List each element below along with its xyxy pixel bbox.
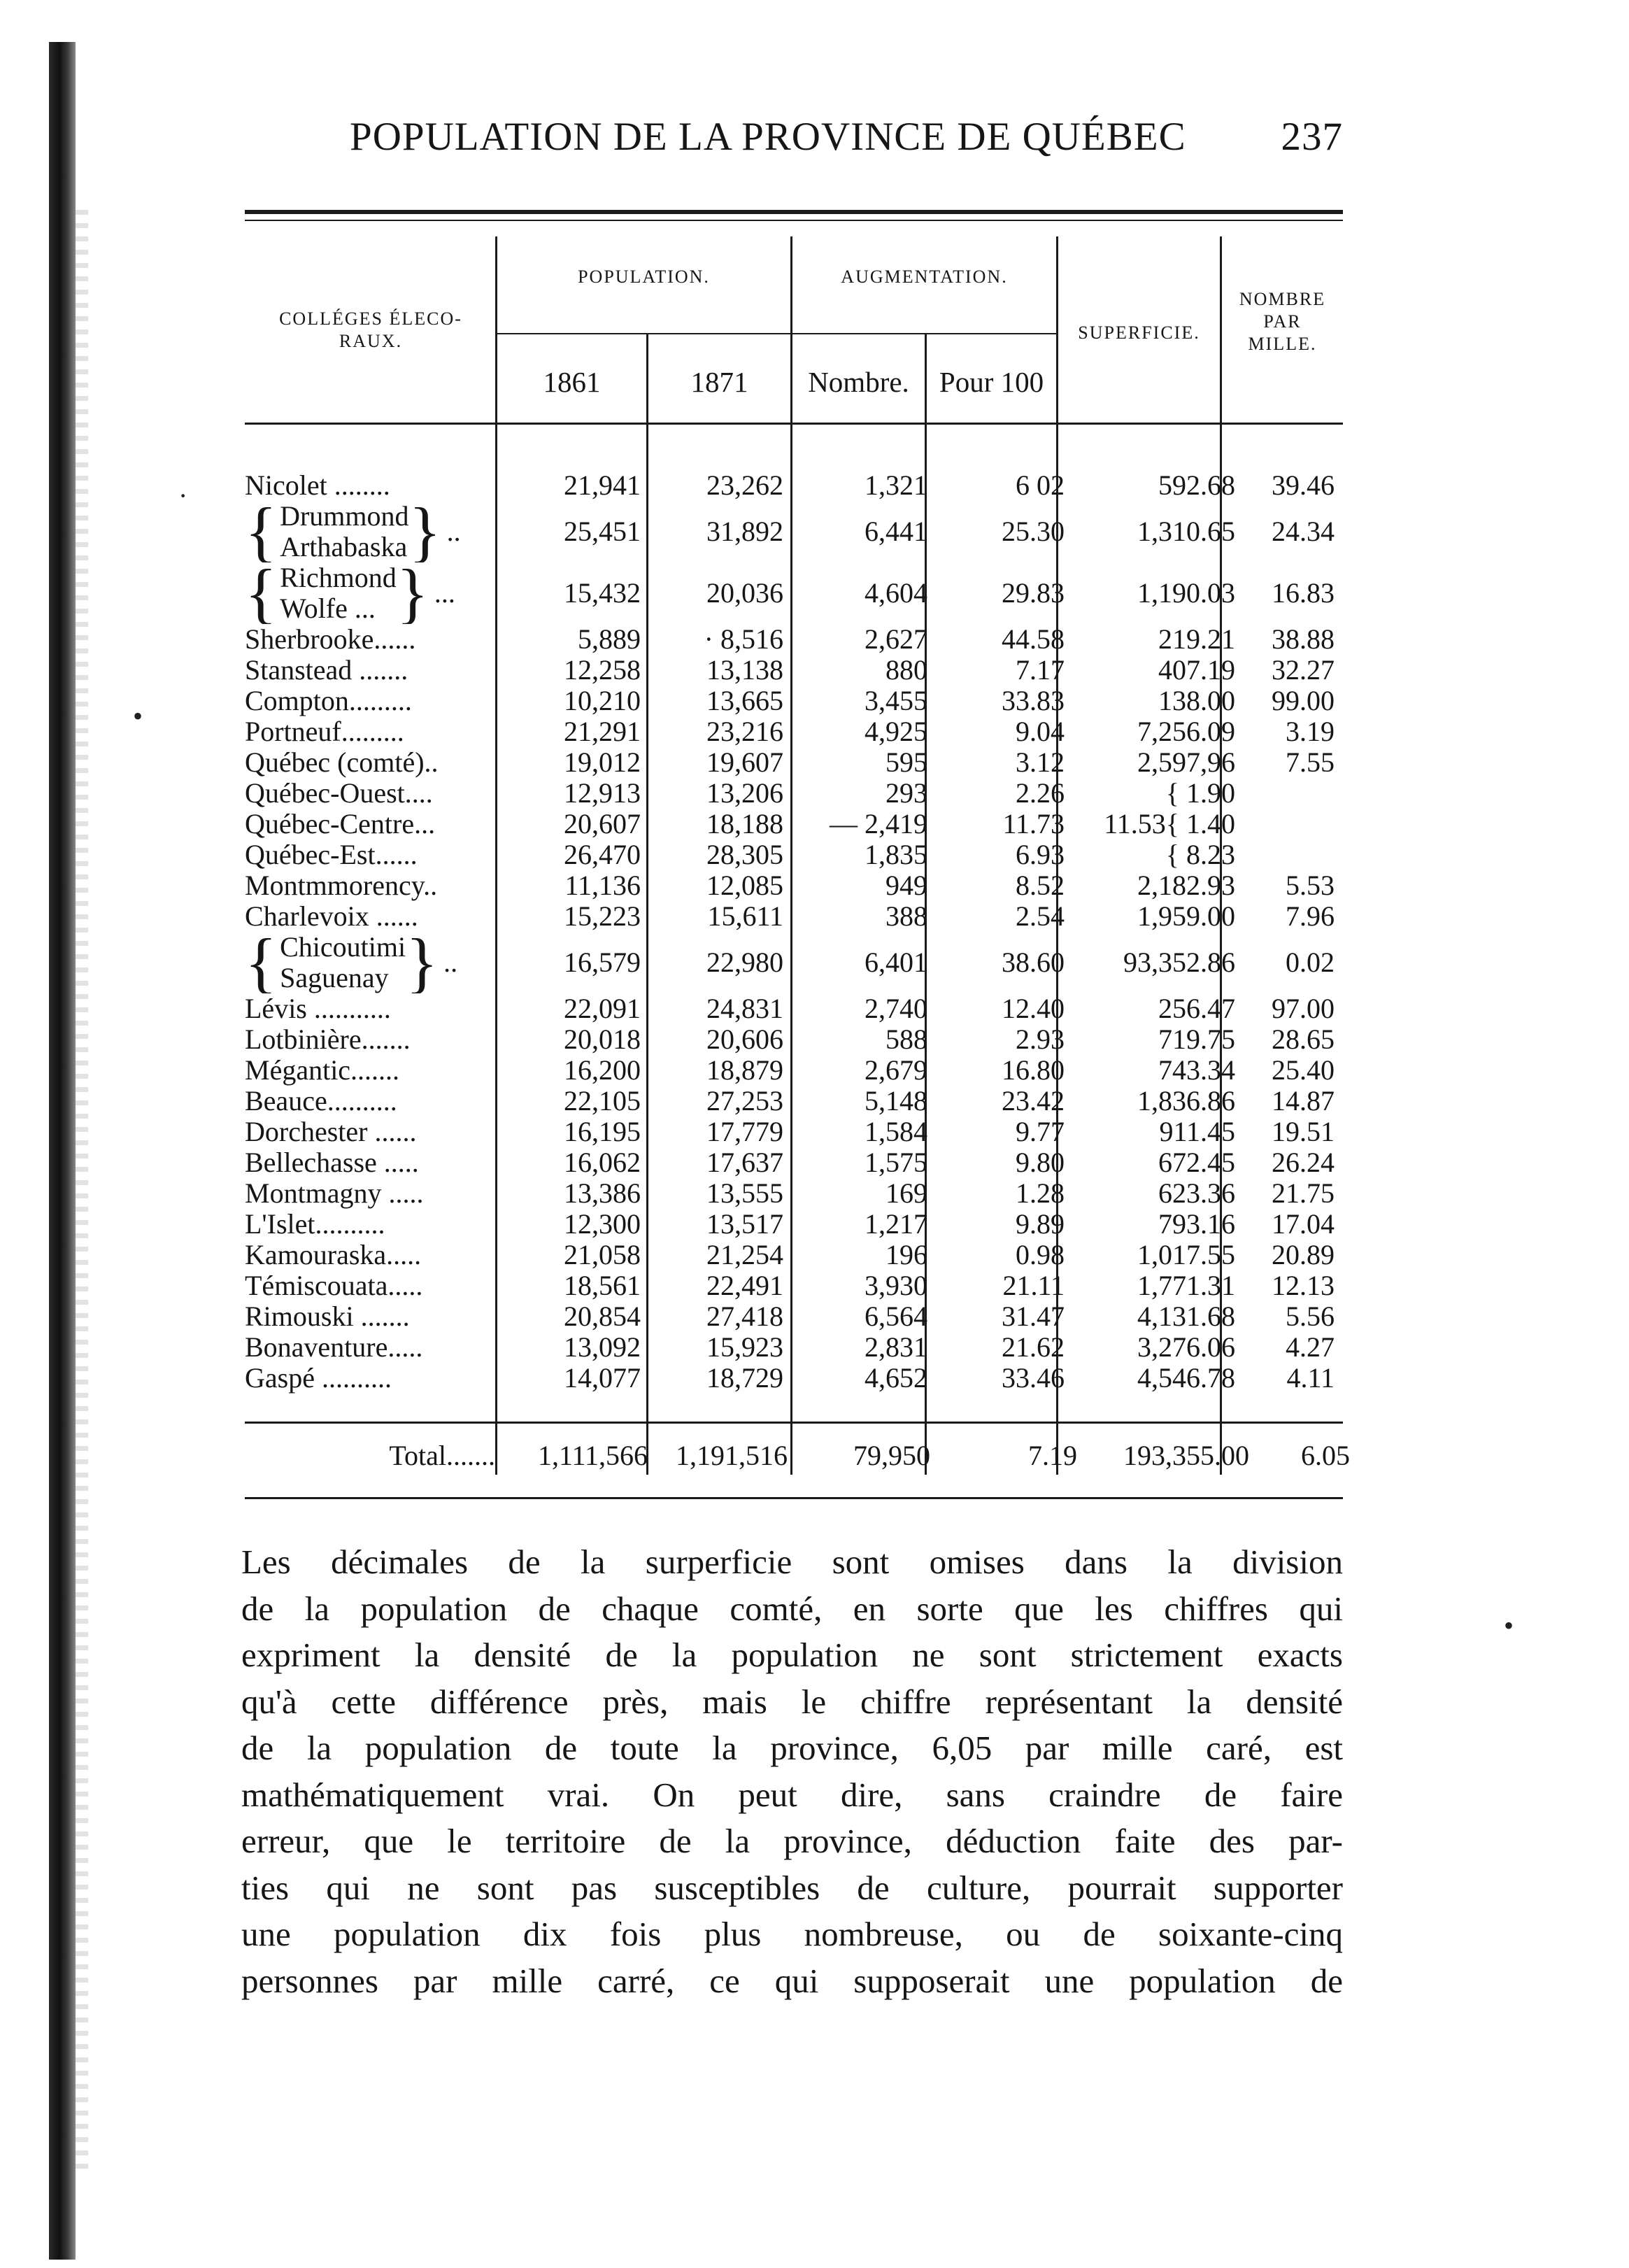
- total-1871: 1,191,516: [676, 1439, 788, 1471]
- pop-1871-cell: 18,879: [706, 1054, 783, 1086]
- pop-1861-cell: 5,889: [578, 623, 641, 655]
- pop-1861-cell: 11,136: [564, 870, 641, 901]
- aug-pour100-cell: 21.11: [1002, 1270, 1065, 1301]
- pop-1871-cell: 31,892: [706, 516, 783, 547]
- superficie-cell: 407.19: [1158, 654, 1235, 686]
- table-row: [245, 839, 1339, 870]
- par-mille-cell: [1239, 809, 1339, 839]
- aug-pour100-cell: 0.98: [1016, 1239, 1065, 1270]
- pop-1871-cell: 27,253: [706, 1085, 783, 1117]
- pop-1861-cell: 21,941: [564, 469, 641, 501]
- par-mille-cell: 28.65: [1272, 1023, 1335, 1055]
- county-pair-name: Wolfe ...: [280, 593, 376, 624]
- pop-1871-cell: 12,085: [706, 870, 783, 901]
- header-year-1871: 1871: [690, 366, 748, 398]
- superficie-cell: 623.36: [1158, 1177, 1235, 1209]
- book-spine-shadow: [49, 42, 76, 2260]
- county-name: Compton.........: [245, 686, 412, 716]
- par-mille-cell: 38.88: [1272, 623, 1335, 655]
- table-row: [245, 1301, 1339, 1332]
- brace-glyph: {: [245, 932, 278, 993]
- leader-dots: ...: [434, 577, 455, 609]
- table-row: [245, 1117, 1339, 1147]
- pop-1861-cell: 13,386: [564, 1177, 641, 1209]
- aug-nombre-cell: 2,679: [865, 1054, 927, 1086]
- par-mille-cell: 25.40: [1272, 1054, 1335, 1086]
- aug-pour100-cell: 21.62: [1002, 1331, 1065, 1363]
- superficie-cell: 2,182.93: [1137, 870, 1235, 901]
- aug-pour100-cell: 9.89: [1016, 1208, 1065, 1240]
- total-par-mille: 6.05: [1301, 1439, 1350, 1471]
- superficie-cell: 1,017.55: [1137, 1239, 1235, 1270]
- pop-1861-cell: 13,092: [564, 1331, 641, 1363]
- par-mille-cell: 20.89: [1272, 1239, 1335, 1270]
- par-mille-cell: 19.51: [1272, 1116, 1335, 1147]
- aug-nombre-cell: 588: [885, 1023, 927, 1055]
- county-pair-name: Richmond: [280, 562, 397, 593]
- aug-nombre-cell: 4,925: [865, 716, 927, 747]
- pop-1861-cell: 14,077: [564, 1362, 641, 1394]
- table-body: [245, 470, 1339, 1394]
- aug-pour100-cell: 16.80: [1002, 1054, 1065, 1086]
- table-row: [245, 624, 1339, 655]
- pop-1861-cell: 15,432: [564, 577, 641, 609]
- table-row: [245, 501, 1339, 562]
- page-edge: [76, 210, 88, 2169]
- running-head: [350, 114, 1343, 163]
- par-mille-cell: 39.46: [1272, 469, 1335, 501]
- par-mille-cell: 17.04: [1272, 1208, 1335, 1240]
- pop-1871-cell: 24,831: [706, 993, 783, 1024]
- par-mille-cell: 21.75: [1272, 1177, 1335, 1209]
- aug-nombre-cell: 293: [885, 777, 927, 809]
- header-superficie: SUPERFICIE.: [1078, 323, 1200, 343]
- pop-1861-cell: 20,854: [564, 1300, 641, 1332]
- table-row: [245, 686, 1339, 716]
- aug-pour100-cell: 9.77: [1016, 1116, 1065, 1147]
- paragraph-line: qu'à cette différence près, mais le chiffre représentant la densité: [241, 1682, 1343, 1721]
- pop-1871-cell: 22,980: [706, 947, 783, 978]
- pop-1861-cell: 22,105: [564, 1085, 641, 1117]
- county-name: Montmagny .....: [245, 1178, 424, 1209]
- county-name: [245, 932, 495, 993]
- superficie-cell: 1,959.00: [1137, 900, 1235, 932]
- pop-1871-cell: 15,923: [706, 1331, 783, 1363]
- total-1861: 1,111,566: [537, 1439, 648, 1471]
- aug-nombre-cell: — 2,419: [830, 808, 927, 839]
- aug-nombre-cell: 2,831: [865, 1331, 927, 1363]
- brace-glyph: }: [408, 501, 441, 562]
- header-colleges: COLLÉGES ÉLECO- RAUX.: [279, 309, 462, 351]
- county-name: Gaspé ..........: [245, 1363, 392, 1394]
- county-name: Bonaventure.....: [245, 1332, 423, 1363]
- aug-nombre-cell: 6,441: [865, 516, 927, 547]
- leader-dots: ..: [446, 516, 461, 547]
- table-row: [245, 932, 1339, 993]
- pop-1871-cell: 13,206: [706, 777, 783, 809]
- brace-glyph: }: [396, 562, 429, 624]
- par-mille-cell: 3.19: [1286, 716, 1335, 747]
- page-number: 237: [1281, 115, 1343, 159]
- superficie-cell: 719.75: [1158, 1023, 1235, 1055]
- table-row: [245, 716, 1339, 747]
- table-row: [245, 1178, 1339, 1209]
- pop-1861-cell: 20,607: [564, 808, 641, 839]
- header-aug-nombre: Nombre.: [808, 366, 909, 398]
- paragraph-line: personnes par mille carré, ce qui supposerait une population de: [241, 1961, 1343, 2000]
- pop-1871-cell: 18,188: [706, 808, 783, 839]
- pop-1871-cell: 13,517: [706, 1208, 783, 1240]
- superficie-cell: 1,836.86: [1137, 1085, 1235, 1117]
- header-population: POPULATION.: [578, 267, 710, 287]
- aug-pour100-cell: 8.52: [1016, 870, 1065, 901]
- par-mille-cell: 16.83: [1272, 577, 1335, 609]
- total-pour100: 7.19: [1028, 1439, 1077, 1471]
- superficie-cell: { 1.90: [1165, 777, 1235, 809]
- superficie-cell: 1,771.31: [1137, 1270, 1235, 1301]
- paragraph-line: mathématiquement vrai. On peut dire, sans craindre de faire: [241, 1775, 1343, 1814]
- aug-pour100-cell: 6.93: [1016, 839, 1065, 870]
- county-name: Montmmorency..: [245, 870, 438, 901]
- table-row: [245, 1024, 1339, 1055]
- aug-nombre-cell: 388: [885, 900, 927, 932]
- aug-nombre-cell: 4,652: [865, 1362, 927, 1394]
- table-row: [245, 809, 1339, 839]
- table-top-rule: [245, 210, 1343, 214]
- pop-1871-cell: 13,555: [706, 1177, 783, 1209]
- aug-pour100-cell: 12.40: [1002, 993, 1065, 1024]
- table-row: [245, 993, 1339, 1024]
- pop-1871-cell: 15,611: [707, 900, 783, 932]
- table-row: [245, 1055, 1339, 1086]
- table-row: [245, 1209, 1339, 1240]
- superficie-cell: 911.45: [1159, 1116, 1235, 1147]
- table-row: [245, 778, 1339, 809]
- paragraph-line: une population dix fois plus nombreuse, ou de soixante-cinq: [241, 1915, 1343, 1953]
- county-name: Témiscouata.....: [245, 1270, 423, 1301]
- aug-nombre-cell: 1,575: [865, 1147, 927, 1178]
- aug-nombre-cell: 6,401: [865, 947, 927, 978]
- county-name: [245, 562, 495, 624]
- pop-1861-cell: 16,062: [564, 1147, 641, 1178]
- pop-1861-cell: 16,200: [564, 1054, 641, 1086]
- par-mille-cell: 0.02: [1286, 947, 1335, 978]
- aug-nombre-cell: 5,148: [865, 1085, 927, 1117]
- aug-nombre-cell: 2,627: [865, 623, 927, 655]
- table-row: [245, 1086, 1339, 1117]
- pop-1861-cell: 21,291: [564, 716, 641, 747]
- aug-pour100-cell: 33.83: [1002, 685, 1065, 716]
- superficie-cell: 3,276.06: [1137, 1331, 1235, 1363]
- pop-1871-cell: 18,729: [706, 1362, 783, 1394]
- aug-pour100-cell: 31.47: [1002, 1300, 1065, 1332]
- leader-dots: ..: [443, 947, 458, 978]
- pop-1861-cell: 21,058: [564, 1239, 641, 1270]
- county-pair-name: Saguenay: [280, 962, 389, 993]
- county-name: Québec (comté)..: [245, 747, 439, 778]
- paragraph-line: expriment la densité de la population ne sont strictement exacts: [241, 1636, 1343, 1674]
- pop-1871-cell: 19,607: [706, 746, 783, 778]
- aug-pour100-cell: 3.12: [1016, 746, 1065, 778]
- pop-1861-cell: 10,210: [564, 685, 641, 716]
- county-name: Stanstead .......: [245, 655, 408, 686]
- aug-pour100-cell: 11.73: [1002, 808, 1065, 839]
- body-paragraph: [241, 1539, 1343, 2004]
- par-mille-cell: 26.24: [1272, 1147, 1335, 1178]
- superficie-cell: 2,597,96: [1137, 746, 1235, 778]
- paragraph-line: de la population de chaque comté, en sorte que les chiffres qui: [241, 1589, 1343, 1628]
- aug-pour100-cell: 9.04: [1016, 716, 1065, 747]
- par-mille-cell: 7.96: [1286, 900, 1335, 932]
- pop-1871-cell: 13,138: [706, 654, 783, 686]
- superficie-cell: 793.16: [1158, 1208, 1235, 1240]
- par-mille-cell: 99.00: [1272, 685, 1335, 716]
- county-pair: [245, 562, 455, 624]
- pop-1861-cell: 12,913: [564, 777, 641, 809]
- pop-1871-cell: 17,637: [706, 1147, 783, 1178]
- total-label: Total.......: [389, 1439, 495, 1471]
- aug-nombre-cell: 3,455: [865, 685, 927, 716]
- county-name: Kamouraska.....: [245, 1240, 422, 1270]
- table-row: [245, 870, 1339, 901]
- superficie-cell: 4,546.78: [1137, 1362, 1235, 1394]
- county-name: Nicolet ........: [245, 470, 390, 501]
- pop-1861-cell: 16,579: [564, 947, 641, 978]
- pop-1861-cell: 15,223: [564, 900, 641, 932]
- superficie-cell: 4,131.68: [1137, 1300, 1235, 1332]
- brace-glyph: }: [406, 932, 439, 993]
- pop-1861-cell: 12,300: [564, 1208, 641, 1240]
- total-superficie: 193,355.00: [1123, 1439, 1249, 1471]
- aug-pour100-cell: 7.17: [1016, 654, 1065, 686]
- county-name: Rimouski .......: [245, 1301, 410, 1332]
- superficie-cell: 1,310.65: [1137, 516, 1235, 547]
- aug-pour100-cell: 25.30: [1002, 516, 1065, 547]
- par-mille-cell: 14.87: [1272, 1085, 1335, 1117]
- pop-1861-cell: 18,561: [564, 1270, 641, 1301]
- table-row: [245, 901, 1339, 932]
- superficie-cell: { 8.23: [1165, 839, 1235, 870]
- aug-nombre-cell: 1,217: [865, 1208, 927, 1240]
- county-name: Beauce..........: [245, 1086, 397, 1117]
- superficie-cell: 11.53{ 1.40: [1104, 808, 1235, 839]
- paragraph-line: Les décimales de la surperficie sont omises dans la division: [241, 1543, 1343, 1581]
- header-nombre-par-mille: NOMBRE PAR MILLE.: [1239, 289, 1326, 354]
- aug-pour100-cell: 6 02: [1016, 469, 1065, 501]
- county-name: Bellechasse .....: [245, 1147, 419, 1178]
- par-mille-cell: 5.53: [1286, 870, 1335, 901]
- header-subrule: [497, 333, 1056, 334]
- pop-1871-cell: 13,665: [706, 685, 783, 716]
- superficie-cell: 743.34: [1158, 1054, 1235, 1086]
- pop-1861-cell: 12,258: [564, 654, 641, 686]
- aug-pour100-cell: 44.58: [1002, 623, 1065, 655]
- table-bottom-rule: [245, 1497, 1343, 1499]
- county-pair-name: Chicoutimi: [280, 932, 406, 963]
- aug-pour100-cell: 9.80: [1016, 1147, 1065, 1178]
- aug-pour100-cell: 29.83: [1002, 577, 1065, 609]
- table-row: [245, 655, 1339, 686]
- county-name: Lotbinière.......: [245, 1024, 411, 1055]
- aug-nombre-cell: 6,564: [865, 1300, 927, 1332]
- county-name: [245, 501, 495, 562]
- header-bottom-rule: [245, 423, 1343, 425]
- superficie-cell: 256.47: [1158, 993, 1235, 1024]
- total-row: [245, 1434, 1354, 1476]
- print-speck: •: [1504, 1610, 1514, 1641]
- aug-nombre-cell: 4,604: [865, 577, 927, 609]
- brace-glyph: {: [245, 562, 278, 624]
- total-top-rule: [245, 1422, 1343, 1424]
- header-augmentation: AUGMENTATION.: [841, 267, 1008, 287]
- pop-1861-cell: 22,091: [564, 993, 641, 1024]
- county-name: L'Islet..........: [245, 1209, 385, 1240]
- total-nombre: 79,950: [853, 1439, 930, 1471]
- aug-nombre-cell: 1,584: [865, 1116, 927, 1147]
- paragraph-line: de la population de toute la province, 6,05 par mille caré, est: [241, 1729, 1343, 1767]
- paragraph-line: ties qui ne sont pas susceptibles de culture, pourrait supporter: [241, 1868, 1343, 1907]
- pop-1871-cell: 21,254: [706, 1239, 783, 1270]
- superficie-cell: 93,352.86: [1123, 947, 1235, 978]
- pop-1861-cell: 26,470: [564, 839, 641, 870]
- aug-nombre-cell: 1,321: [865, 469, 927, 501]
- header-aug-pour100: Pour 100: [939, 366, 1044, 398]
- aug-nombre-cell: 949: [885, 870, 927, 901]
- page-title: POPULATION DE LA PROVINCE DE QUÉBEC: [350, 115, 1186, 159]
- aug-pour100-cell: 2.54: [1016, 900, 1065, 932]
- par-mille-cell: 5.56: [1286, 1300, 1335, 1332]
- aug-pour100-cell: 2.93: [1016, 1023, 1065, 1055]
- aug-pour100-cell: 23.42: [1002, 1085, 1065, 1117]
- pop-1871-cell: 20,036: [706, 577, 783, 609]
- par-mille-cell: 4.27: [1286, 1331, 1335, 1363]
- superficie-cell: 7,256.09: [1137, 716, 1235, 747]
- print-speck: ·: [178, 480, 188, 511]
- pop-1871-cell: 28,305: [706, 839, 783, 870]
- par-mille-cell: 24.34: [1272, 516, 1335, 547]
- superficie-cell: 1,190.03: [1137, 577, 1235, 609]
- table-row: [245, 470, 1339, 501]
- aug-pour100-cell: 1.28: [1016, 1177, 1065, 1209]
- county-name: Portneuf.........: [245, 716, 404, 747]
- par-mille-cell: 12.13: [1272, 1270, 1335, 1301]
- county-name: Mégantic.......: [245, 1055, 400, 1086]
- superficie-cell: 592.68: [1158, 469, 1235, 501]
- par-mille-cell: 97.00: [1272, 993, 1335, 1024]
- table-row: [245, 1363, 1339, 1394]
- county-name: Dorchester ......: [245, 1117, 417, 1147]
- table-row: [245, 1270, 1339, 1301]
- aug-nombre-cell: 169: [885, 1177, 927, 1209]
- header-year-1861: 1861: [543, 366, 601, 398]
- county-name: Québec-Centre...: [245, 809, 436, 839]
- county-name: Sherbrooke......: [245, 624, 416, 655]
- table-top-rule-thin: [245, 220, 1343, 221]
- aug-nombre-cell: 595: [885, 746, 927, 778]
- pop-1871-cell: 27,418: [706, 1300, 783, 1332]
- par-mille-cell: 32.27: [1272, 654, 1335, 686]
- pop-1861-cell: 20,018: [564, 1023, 641, 1055]
- aug-nombre-cell: 196: [885, 1239, 927, 1270]
- county-name: Québec-Ouest....: [245, 778, 433, 809]
- county-pair-name: Drummond: [280, 501, 409, 532]
- par-mille-cell: 7.55: [1286, 746, 1335, 778]
- aug-pour100-cell: 38.60: [1002, 947, 1065, 978]
- table-row: [245, 1332, 1339, 1363]
- population-table: [245, 470, 1339, 1394]
- superficie-cell: 219.21: [1158, 623, 1235, 655]
- aug-nombre-cell: 3,930: [865, 1270, 927, 1301]
- pop-1861-cell: 19,012: [564, 746, 641, 778]
- superficie-cell: 138.00: [1158, 685, 1235, 716]
- county-name: Québec-Est......: [245, 839, 418, 870]
- pop-1871-cell: 23,262: [706, 469, 783, 501]
- brace-glyph: {: [245, 501, 278, 562]
- county-pair: [245, 932, 457, 993]
- pop-1861-cell: 16,195: [564, 1116, 641, 1147]
- county-pair-names: [280, 932, 406, 993]
- aug-nombre-cell: 2,740: [865, 993, 927, 1024]
- pop-1871-cell: 17,779: [706, 1116, 783, 1147]
- aug-pour100-cell: 33.46: [1002, 1362, 1065, 1394]
- par-mille-cell: 4.11: [1286, 1362, 1335, 1394]
- pop-1861-cell: 25,451: [564, 516, 641, 547]
- county-pair: [245, 501, 461, 562]
- county-pair-names: [280, 562, 397, 624]
- county-pair-names: [280, 501, 408, 562]
- par-mille-cell: [1239, 778, 1339, 809]
- par-mille-cell: [1239, 839, 1339, 870]
- pop-1871-cell: 22,491: [706, 1270, 783, 1301]
- county-pair-name: Arthabaska: [280, 531, 408, 562]
- aug-pour100-cell: 2.26: [1016, 777, 1065, 809]
- table-row: [245, 1240, 1339, 1270]
- aug-nombre-cell: 1,835: [865, 839, 927, 870]
- superficie-cell: 672.45: [1158, 1147, 1235, 1178]
- aug-nombre-cell: 880: [885, 654, 927, 686]
- table-row: [245, 747, 1339, 778]
- print-speck: •: [133, 700, 143, 732]
- pop-1871-cell: · 8,516: [704, 623, 783, 655]
- table-row: [245, 562, 1339, 624]
- table-row: [245, 1147, 1339, 1178]
- pop-1871-cell: 23,216: [706, 716, 783, 747]
- county-name: Lévis ...........: [245, 993, 391, 1024]
- paragraph-line: erreur, que le territoire de la province, déduction faite des par-: [241, 1822, 1343, 1860]
- pop-1871-cell: 20,606: [706, 1023, 783, 1055]
- county-name: Charlevoix ......: [245, 901, 418, 932]
